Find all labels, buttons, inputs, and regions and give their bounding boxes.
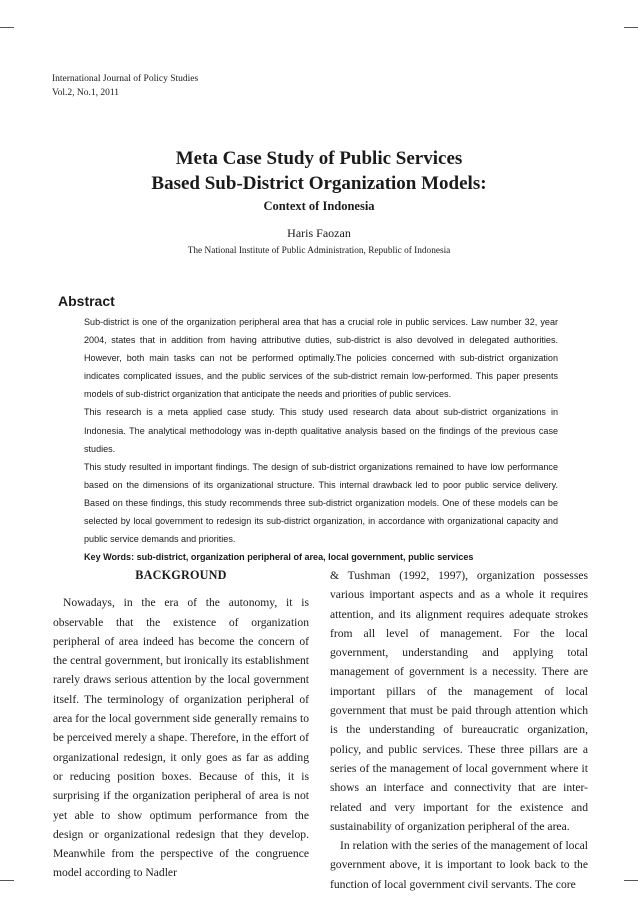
body-paragraph: Nowadays, in the era of the autonomy, it is observable that the existence of organization peripheral of area indeed has become the concern of the central government, but ironically its establishment rarely draws serious attention by the local government itself. The terminology of organization peripheral of area for the local government side generally remains to be perceived merely a shape. Therefore, in the effort of organizational redesign, it only goes as far as adding or reducing position boxes. Because of this, it is surprising if the organization peripheral of area is not yet able to show optimum performance from the design or organizational redesign that they develop. Meanwhile from the perspective of the congruence model according to Nadler	[53, 596, 309, 880]
abstract-paragraph: Sub-district is one of the organization peripheral area that has a crucial role in public services. Law number 32, year 2004, states that in addition from having attributive duties, sub-district is also devolved in delegated authorities. However, both main tasks can not be performed optimally.The policies concerned with sub-district organization indicates complicated issues, and the public services of the sub-district remain low-performed. This paper presents models of sub-district organization that anticipate the needs and priorities of public services.	[84, 317, 558, 400]
abstract-keywords: Key Words: sub-district, organization peripheral of area, local government, public services	[84, 552, 474, 563]
paper-title-line-1: Meta Case Study of Public Services	[175, 148, 463, 169]
crop-mark-top-right	[624, 27, 638, 28]
paper-subtitle: Context of Indonesia	[263, 199, 375, 213]
author-block	[0, 225, 638, 258]
journal-name: International Journal of Policy Studies	[52, 74, 199, 84]
journal-volume: Vol.2, No.1, 2011	[52, 88, 120, 98]
abstract-body	[84, 313, 558, 566]
abstract-paragraph: This study resulted in important findings. The design of sub-district organizations remained to have low performance based on the dimensions of its organizational structure. This internal drawback led to poor public service delivery. Based on these findings, this study recommends three sub-district organization models. One of these models can be selected by local government to redesign its sub-district organization, in accordance with organizational capacity and public service demands and priorities.	[84, 461, 558, 545]
body-paragraph: & Tushman (1992, 1997), organization possesses various important aspects and as a whole it requires attention, and its alignment requires adequate strokes from all level of management. For the local government, understanding and applying total management of government is a necessity. There are important pillars of the management of local government that must be paid through attention which is the understanding of bureaucratic organization, policy, and public services. These three pillars are a series of the management of local government where it shows an interface and connectivity that are inter-related and very important for the existence and sustainability of organization peripheral of the area.	[330, 569, 588, 833]
crop-mark-bottom-right	[624, 880, 638, 881]
body-column-right	[330, 566, 588, 894]
body-column-left	[53, 566, 309, 883]
section-heading-background: BACKGROUND	[135, 568, 227, 582]
author-affiliation: The National Institute of Public Administration, Republic of Indonesia	[187, 246, 451, 256]
crop-mark-bottom-left	[0, 880, 14, 881]
author-name: Haris Faozan	[287, 226, 351, 240]
title-block	[0, 146, 638, 214]
crop-mark-top-left	[0, 27, 14, 28]
paper-title-line-2: Based Sub-District Organization Models:	[151, 173, 487, 194]
journal-header	[52, 72, 198, 100]
body-paragraph: In relation with the series of the management of local government above, it is important to look back to the function of local government civil servants. The core	[330, 839, 588, 891]
abstract-heading: Abstract	[58, 293, 115, 309]
abstract-paragraph: This research is a meta applied case study. This study used research data about sub-district organizations in Indonesia. The analytical methodology was in-depth qualitative analysis based on the findings of the previous case studies.	[84, 407, 558, 454]
